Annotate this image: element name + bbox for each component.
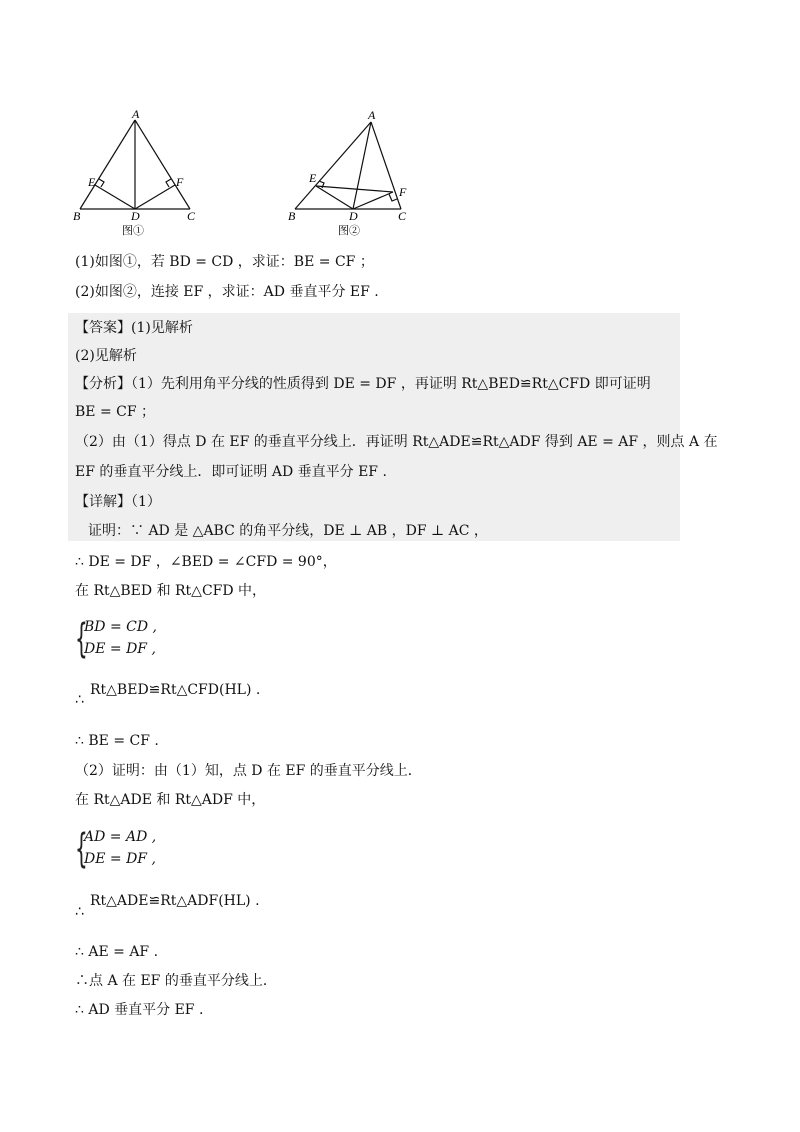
- brace-icon: {: [75, 826, 88, 872]
- label-F: F: [399, 185, 407, 199]
- label-E: E: [88, 175, 96, 189]
- question-2: (2)如图②，连接 EF ，求证：AD 垂直平分 EF .: [75, 284, 379, 300]
- label-E: E: [309, 171, 317, 185]
- therefore-symbol: ∴: [75, 904, 84, 920]
- figure-2-diagram: [283, 108, 413, 238]
- figure-1-diagram: [70, 108, 200, 238]
- label-F: F: [176, 175, 184, 189]
- label-D: D: [349, 209, 358, 223]
- label-A: A: [132, 108, 140, 121]
- equation-system-1: [75, 616, 275, 664]
- analysis-1: 【分析】（1）先利用角平分线的性质得到 DE = DF ，再证明 Rt△BED≌Rt△CFD 即可证明: [75, 376, 651, 392]
- solution-step-4: ∴ BE = CF .: [75, 733, 159, 749]
- detail-proof: 证明：∵ AD 是 △ABC 的角平分线，DE ⊥ AB ，DF ⊥ AC ，: [88, 523, 488, 539]
- answer-2: (2)见解析: [75, 348, 137, 364]
- label-C: C: [187, 209, 196, 223]
- label-C: C: [398, 209, 407, 223]
- brace-icon: {: [75, 616, 88, 662]
- solution-step-1: ∴ DE = DF ，∠BED = ∠CFD = 90°，: [75, 554, 337, 570]
- detail-heading: 【详解】（1）: [75, 494, 161, 510]
- solution-step-9: ∴点 A 在 EF 的垂直平分线上．: [75, 973, 277, 989]
- figure-2-caption: 图②: [338, 225, 360, 237]
- analysis-1-cont: BE = CF ；: [75, 404, 156, 420]
- question-1: (1)如图①，若 BD = CD ，求证：BE = CF ；: [75, 254, 374, 270]
- answer-1: 【答案】(1)见解析: [75, 320, 193, 336]
- solution-step-3: Rt△BED≌Rt△CFD(HL) .: [90, 682, 261, 698]
- solution-step-8: ∴ AE = AF .: [75, 944, 159, 960]
- therefore-symbol: ∴: [75, 692, 84, 708]
- solution-step-5: （2）证明：由（1）知，点 D 在 EF 的垂直平分线上．: [75, 763, 422, 779]
- system-1-row-1: BD = CD ,: [84, 619, 157, 635]
- label-B: B: [73, 209, 81, 223]
- analysis-2-cont: EF 的垂直平分线上．即可证明 AD 垂直平分 EF .: [75, 464, 387, 480]
- system-2-row-1: AD = AD ,: [84, 829, 157, 845]
- label-A: A: [368, 108, 376, 122]
- figure-1-caption: 图①: [122, 225, 144, 237]
- solution-step-2: 在 Rt△BED 和 Rt△CFD 中，: [75, 583, 267, 599]
- equation-system-2: [75, 826, 275, 874]
- label-B: B: [288, 209, 296, 223]
- solution-step-7: Rt△ADE≌Rt△ADF(HL) .: [90, 893, 260, 909]
- system-2-row-2: DE = DF ,: [84, 851, 156, 867]
- system-1-row-2: DE = DF ,: [84, 641, 156, 657]
- figure-1: [70, 108, 200, 238]
- analysis-2: （2）由（1）得点 D 在 EF 的垂直平分线上．再证明 Rt△ADE≌Rt△ADF 得到 AE = AF ，则点 A 在: [75, 434, 718, 450]
- solution-step-10: ∴ AD 垂直平分 EF .: [75, 1002, 204, 1018]
- figure-2: [283, 108, 413, 238]
- label-D: D: [131, 209, 140, 223]
- solution-step-6: 在 Rt△ADE 和 Rt△ADF 中，: [75, 792, 266, 808]
